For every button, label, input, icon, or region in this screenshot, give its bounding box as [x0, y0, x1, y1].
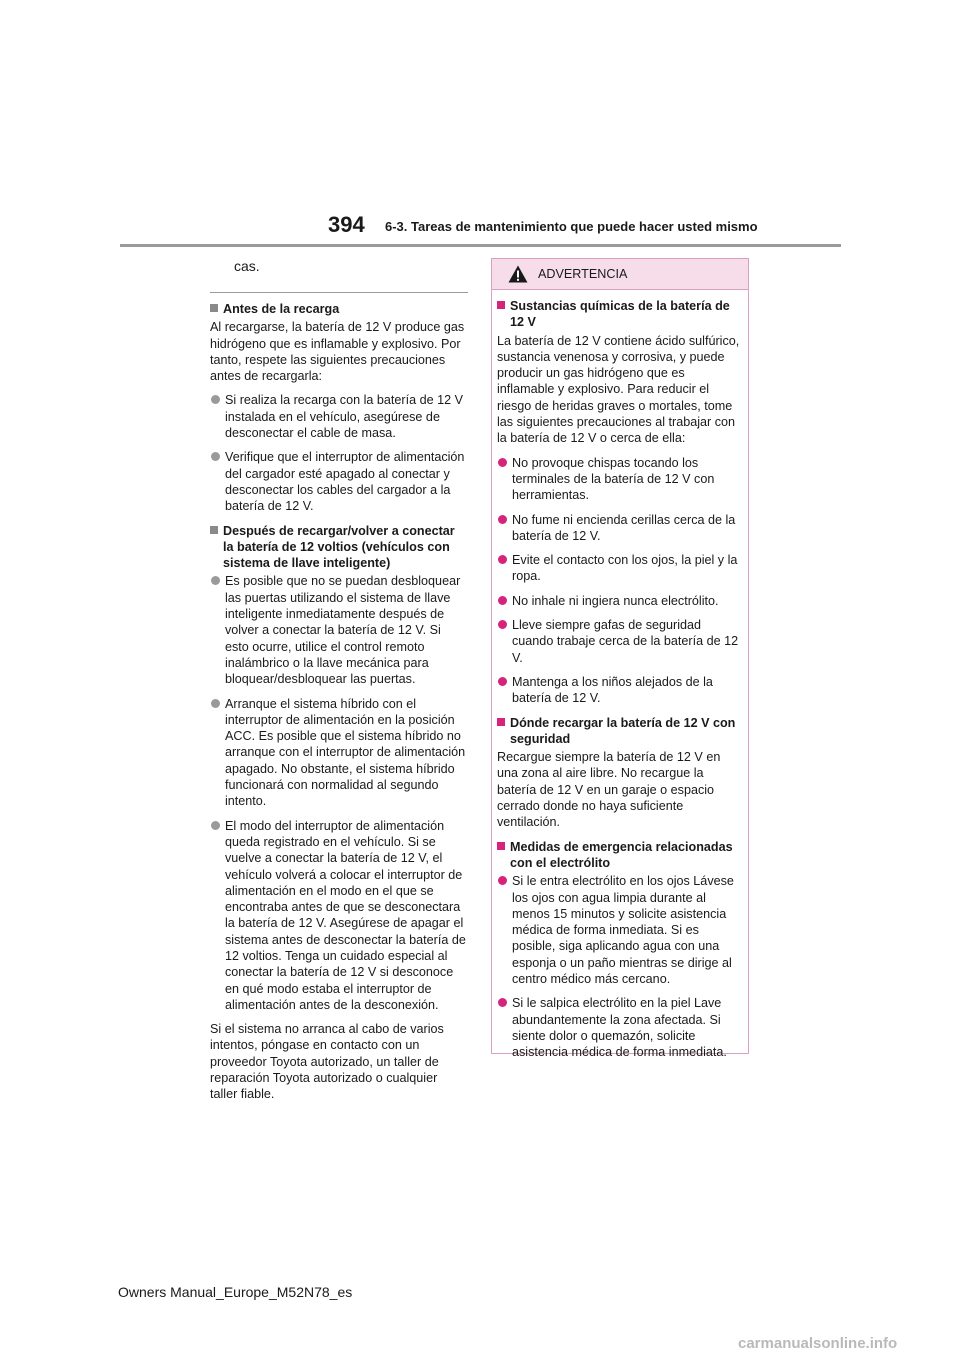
circle-bullet-icon: [498, 876, 507, 885]
heading-text: Antes de la recarga: [223, 302, 340, 316]
circle-bullet-icon: [211, 395, 220, 404]
list-item: [497, 455, 743, 504]
warning-title: ADVERTENCIA: [538, 267, 628, 281]
square-bullet-icon: [210, 304, 218, 312]
circle-bullet-icon: [498, 555, 507, 564]
list-item: [497, 552, 743, 585]
list-item: [210, 696, 468, 810]
list-item-text: No fume ni encienda cerillas cerca de la batería de 12 V.: [512, 512, 736, 543]
paragraph: Si el sistema no arranca al cabo de varios intentos, póngase en contacto con un proveedor Toyota autorizado, un taller de reparación Toyota autorizado o cualquier taller fiable.: [210, 1022, 444, 1102]
warning-body: [492, 290, 748, 1060]
warning-header: [492, 259, 748, 290]
page-number: 394: [328, 212, 365, 237]
heading-text: Dónde recargar la batería de 12 V con seguridad: [510, 715, 736, 746]
paragraph: Recargue siempre la batería de 12 V en una zona al aire libre. No recargue la batería de 12 V en un garaje o espacio cerrado donde no haya suficiente ventilación.: [497, 750, 721, 830]
list-item-text: Si realiza la recarga con la batería de 12 V instalada en el vehículo, asegúrese de desconectar el cable de masa.: [225, 393, 464, 441]
list-item-text: No provoque chispas tocando los terminales de la batería de 12 V con herramientas.: [512, 455, 715, 503]
circle-bullet-icon: [498, 515, 507, 524]
list-item: [210, 818, 468, 1014]
warning-box: [491, 258, 749, 1060]
heading-after-recharge: [210, 523, 468, 572]
list-item-text: No inhale ni ingiera nunca electrólito.: [512, 593, 719, 608]
warning-triangle-icon: [508, 265, 528, 283]
heading-before-recharge: [210, 301, 468, 317]
circle-bullet-icon: [211, 821, 220, 830]
circle-bullet-icon: [498, 458, 507, 467]
list-item: [497, 617, 743, 666]
circle-bullet-icon: [498, 998, 507, 1007]
continuation-text: cas.: [234, 258, 260, 274]
list-item-text: Si le entra electrólito en los ojos Lávese los ojos con agua limpia durante al menos 15 minutos y solicite asistencia médica de forma inmediata. Si es posible, siga aplicando agua con una esponja o un paño mientras se dirige al centro médico más cercano.: [512, 874, 734, 986]
warning-heading-where: [497, 715, 743, 748]
warning-heading-chemicals: [497, 298, 743, 331]
list-item: [497, 674, 743, 707]
list-item: [497, 873, 743, 987]
watermark: carmanualsonline.info: [738, 1335, 898, 1352]
list-item: [497, 995, 743, 1060]
circle-bullet-icon: [498, 596, 507, 605]
circle-bullet-icon: [211, 699, 220, 708]
list-item-text: Verifique que el interruptor de alimentación del cargador esté apagado al conectar y desconectar los cables del cargador a la batería de 12 V.: [225, 450, 465, 514]
list-item-text: Lleve siempre gafas de seguridad cuando trabaje cerca de la batería de 12 V.: [512, 618, 739, 665]
square-bullet-icon: [497, 718, 505, 726]
paragraph: La batería de 12 V contiene ácido sulfúrico, sustancia venenosa y corrosiva, y puede producir un gas hidrógeno que es inflamable y explosivo. Para reducir el riesgo de heridas graves o mortales, tome las siguientes precauciones al trabajar con la batería de 12 V o cerca de ella:: [497, 333, 740, 446]
heading-text: Sustancias químicas de la batería de 12 V: [510, 299, 730, 330]
square-bullet-icon: [497, 301, 505, 309]
list-item: [210, 392, 468, 441]
square-bullet-icon: [210, 526, 218, 534]
list-item: [497, 593, 743, 609]
list-item: [497, 512, 743, 545]
section-divider: [210, 292, 468, 293]
list-item: [210, 573, 468, 687]
heading-text: Medidas de emergencia relacionadas con el electrólito: [510, 839, 733, 870]
list-item: [210, 449, 468, 514]
list-item-text: Evite el contacto con los ojos, la piel y la ropa.: [512, 553, 738, 584]
list-item-text: Mantenga a los niños alejados de la batería de 12 V.: [512, 674, 713, 706]
square-bullet-icon: [497, 842, 505, 850]
list-item-text: Si le salpica electrólito en la piel Lave abundantemente la zona afectada. Si siente dolor o quemazón, solicite asistencia médica de forma inmediata.: [512, 996, 727, 1060]
circle-bullet-icon: [498, 677, 507, 686]
list-item-text: Arranque el sistema híbrido con el interruptor de alimentación en la posición ACC. Es posible que el sistema híbrido no arranque con el interruptor de alimentación apagado. No obstante, el sistema híbrido funcionará con normalidad al segundo intento.: [225, 696, 466, 809]
circle-bullet-icon: [498, 620, 507, 629]
section-title: 6-3. Tareas de mantenimiento que puede hacer usted mismo: [385, 219, 758, 234]
footer-manual-id: Owners Manual_Europe_M52N78_es: [118, 1284, 353, 1300]
circle-bullet-icon: [211, 452, 220, 461]
warning-heading-emergency: [497, 839, 743, 872]
paragraph: Al recargarse, la batería de 12 V produce gas hidrógeno que es inflamable y explosivo. Por tanto, respete las siguientes precauciones antes de recargarla:: [210, 320, 465, 384]
left-column: [210, 252, 468, 1111]
header-rule: [120, 244, 841, 247]
heading-text: Después de recargar/volver a conectar la batería de 12 voltios (vehículos con sistema de llave inteligente): [223, 523, 455, 571]
list-item-text: El modo del interruptor de alimentación queda registrado en el vehículo. Si se vuelve a conectar la batería de 12 V, el vehículo volverá a colocar el interruptor de alimentación en el modo en el que se encontraba antes de que se desconectara la batería de 12 V. Asegúrese de apagar el sistema antes de desconectar la batería de 12 voltios. Tenga un cuidado especial al conectar la batería de 12 V si desconoce en qué modo estaba el interruptor de alimentación antes de la desconexión.: [225, 818, 466, 1012]
circle-bullet-icon: [211, 576, 220, 585]
list-item-text: Es posible que no se puedan desbloquear las puertas utilizando el sistema de llave inteligente inmediatamente después de volver a conectar la batería de 12 V. Si esto ocurre, utilice el control remoto inalámbrico o la llave mecánica para bloquear/desbloquear las puertas.: [225, 574, 461, 687]
